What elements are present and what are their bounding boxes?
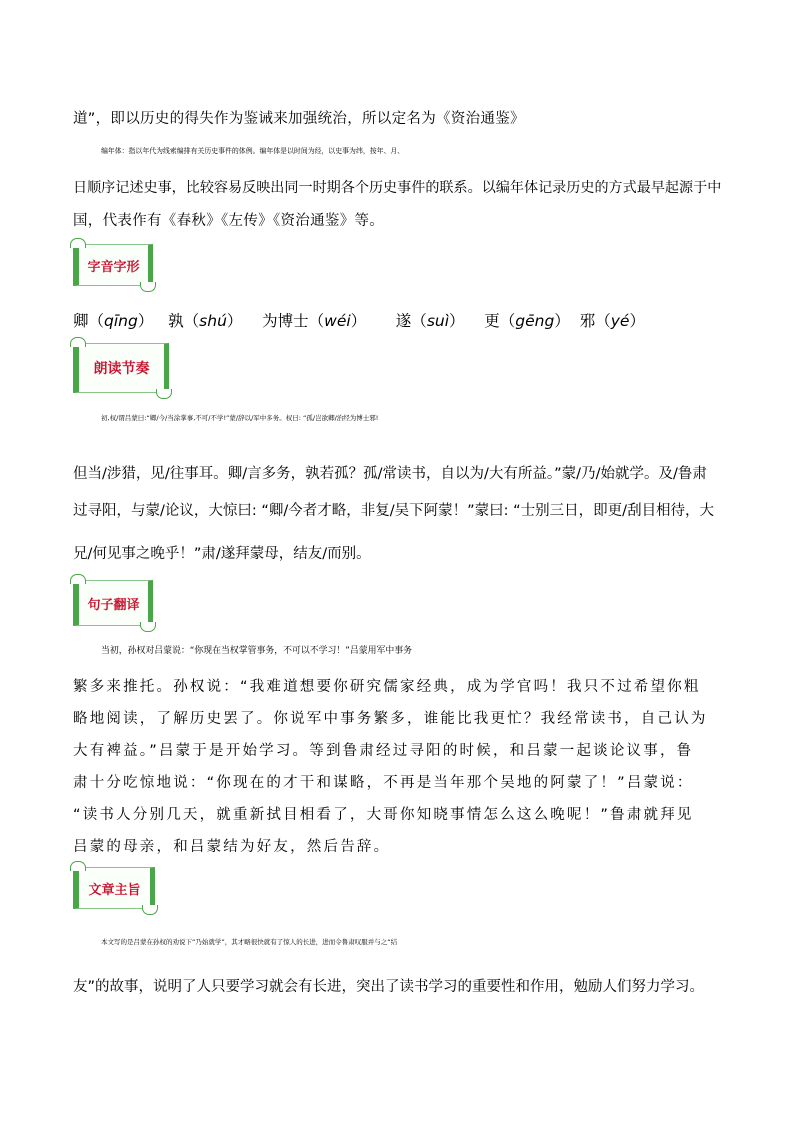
pinyin-row xyxy=(73,309,645,331)
reading-line-1: 初,权/谓吕蒙曰:“卿/今/当涂掌事,不可/不学!”蒙/辞以/军中多务。权曰: “孤/岂欲卿/治经为博士邪! xyxy=(101,414,379,422)
biannian-line-2: 日顺序记述史事，比较容易反映出同一时期各个历史事件的联系。以编年体记录历史的方式最早起源于中 xyxy=(73,180,722,196)
section-header-ju-zi xyxy=(73,580,153,626)
translation-line-4: 大有裨益。”吕蒙于是开始学习。等到鲁肃经过寻阳的时候，和吕蒙一起谈论议事，鲁 xyxy=(73,743,694,759)
pinyin-item: 更（gēng） xyxy=(484,312,570,330)
pinyin-item: 为博士（wéi） xyxy=(262,312,367,330)
translation-line-5: 肃十分吃惊地说：“你现在的才干和谋略，不再是当年那个吴地的阿蒙了！”吕蒙说： xyxy=(73,775,694,791)
translation-line-3: 略地阅读，了解历史罢了。你说军中事务繁多，谁能比我更忙？我经常读书，自己认为 xyxy=(73,711,708,727)
translation-line-2: 繁多来推托。孙权说：“我难道想要你研究儒家经典，成为学官吗！我只不过希望你粗 xyxy=(73,679,701,695)
translation-line-6: “读书人分别几天，就重新拭目相看了，大哥你知晓事情怎么这么晚呢！”鲁肃就拜见 xyxy=(73,807,694,823)
pinyin-item: 卿（qīng） xyxy=(73,312,154,330)
pinyin-item: 孰（shú） xyxy=(168,312,243,330)
section-title: 文章主旨 xyxy=(88,882,141,898)
section-title: 朗读节奏 xyxy=(93,361,150,377)
biannian-line-3: 国，代表作有《春秋》《左传》《资治通鉴》等。 xyxy=(73,213,385,229)
theme-line-1: 本文写的是吕蒙在孙权的劝说下“乃始就学”，其才略很快就有了惊人的长进，进而令鲁肃叹服并与之“结 xyxy=(101,938,398,946)
reading-line-3: 过寻阳，与蒙/论议，大惊曰: “卿/今者才略，非复/吴下阿蒙！”蒙曰: “士别三日，即更/刮目相待，大 xyxy=(73,503,715,519)
reading-line-2: 但当/涉猎，见/往事耳。卿/言多务，孰若孤？孤/常读书，自以为/大有所益。”蒙/乃/始就学。及/鲁肃 xyxy=(73,466,707,482)
intro-tail-line: 道”，即以历史的得失作为鉴诫来加强统治，所以定名为《资治通鉴》 xyxy=(73,111,525,127)
reading-line-4: 兄/何见事之晚乎！”肃/遂拜蒙母，结友/而别。 xyxy=(73,546,371,562)
section-header-lang-du xyxy=(73,343,169,393)
pinyin-item: 遂（suì） xyxy=(395,312,465,330)
translation-line-7: 吕蒙的母亲，和吕蒙结为好友，然后告辞。 xyxy=(73,839,391,855)
theme-line-2: 友”的故事，说明了人只要学习就会有长进，突出了读书学习的重要性和作用，勉励人们努力学习。 xyxy=(73,979,705,995)
pinyin-item: 邪（yé） xyxy=(579,312,645,330)
section-title: 字音字形 xyxy=(87,259,140,275)
section-title: 句子翻译 xyxy=(87,597,140,613)
biannian-line-1: 编年体：指以年代为线索编排有关历史事件的体例。编年体是以时间为经，以史事为纬，按年、月、 xyxy=(101,147,405,155)
translation-line-1: 当初，孙权对吕蒙说：“你现在当权掌管事务，不可以不学习！”吕蒙用军中事务 xyxy=(101,646,412,656)
section-header-zi-yin xyxy=(73,244,153,286)
section-header-wen-zhang xyxy=(73,867,155,909)
